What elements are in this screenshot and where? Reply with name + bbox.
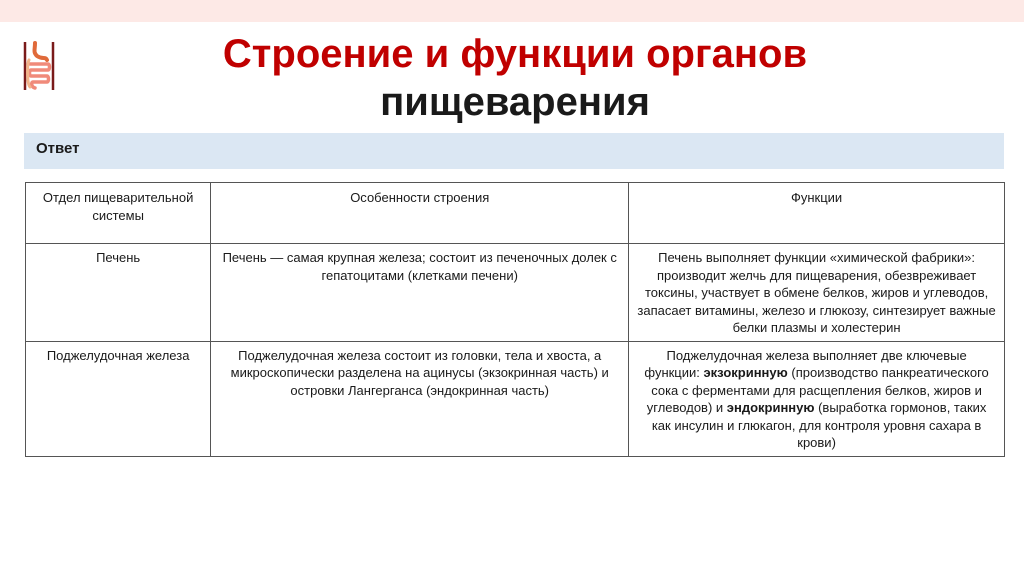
answer-label: Ответ	[36, 140, 80, 157]
functions-bold-endocrine: эндокринную	[726, 400, 815, 415]
header-functions: Функции	[629, 183, 1005, 244]
functions-text-2: (производство панкреатического сока с ферментами для расщепления белков, жиров и углеводов) и	[646, 365, 989, 415]
functions-text-3: (выработка гормонов, таких как инсулин и глюкагон, для контроля уровня сахара в крови)	[651, 400, 987, 450]
table-header-row	[26, 183, 1005, 244]
digestive-organs-table	[25, 182, 1005, 457]
title-line-2: пищеварения	[380, 80, 650, 124]
cell-structure: Поджелудочная железа состоит из головки, тела и хвоста, а микроскопически разделена на ацинусы (экзокринная часть) и островки Лангерганса (эндокринная часть)	[211, 341, 629, 456]
table-row	[26, 244, 1005, 342]
header-department: Отдел пищеварительной системы	[26, 183, 211, 244]
header-structure: Особенности строения	[211, 183, 629, 244]
top-band	[0, 0, 1024, 25]
page-title	[80, 30, 950, 126]
cell-organ: Печень	[26, 244, 211, 342]
cell-functions	[629, 341, 1005, 456]
cell-functions: Печень выполняет функции «химической фабрики»: производит желчь для пищеварения, обезвреживает токсины, участвует в обмене белков, жиров и углеводов, запасает витамины, железо и глюкозу, синтезирует важные белки плазмы и холестерин	[629, 244, 1005, 342]
cell-structure: Печень — самая крупная железа; состоит из печеночных долек с гепатоцитами (клетками печени)	[211, 244, 629, 342]
functions-text-1: Поджелудочная железа выполняет две ключевые функции:	[644, 347, 967, 380]
table-row	[26, 341, 1005, 456]
digestive-system-icon	[21, 40, 57, 92]
cell-organ: Поджелудочная железа	[26, 341, 211, 456]
answer-bar	[24, 133, 1004, 169]
functions-bold-exocrine: экзокринную	[703, 365, 788, 380]
title-line-1: Строение и функции органов	[222, 32, 808, 76]
